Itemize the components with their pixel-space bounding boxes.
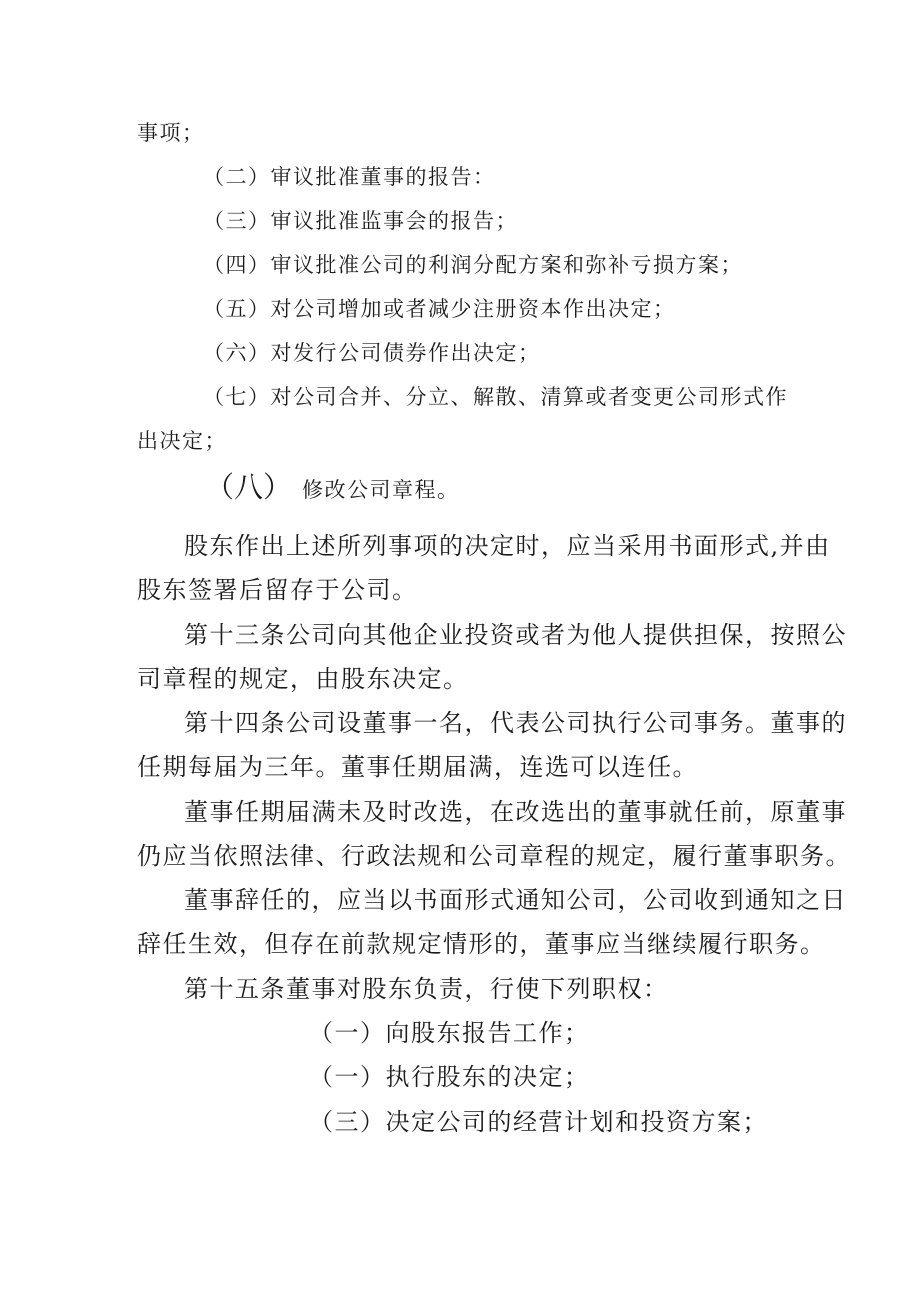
paragraph-shareholder-decision-cont: 股东签署后留存于公司。	[137, 576, 418, 604]
paragraph-reelection: 董事任期届满未及时改选，在改选出的董事就任前，原董事	[184, 798, 847, 826]
list-item-3: （三）审议批准监事会的报告；	[203, 209, 518, 233]
list-item-4: （四）审议批准公司的利润分配方案和弥补亏损方案；	[203, 253, 743, 277]
list-item-8-text: 修改公司章程。	[302, 478, 460, 502]
duty-item-3: （三）决定公司的经营计划和投资方案；	[309, 1108, 768, 1136]
list-item-6: （六）对发行公司债券作出决定；	[203, 341, 541, 365]
paragraph-resignation-cont: 辞任生效，但存在前款规定情形的，董事应当继续履行职务。	[137, 930, 826, 958]
list-item-7: （七）对公司合并、分立、解散、清算或者变更公司形式作	[203, 385, 788, 409]
duty-item-1: （一）向股东报告工作；	[309, 1019, 590, 1047]
paragraph-resignation: 董事辞任的，应当以书面形式通知公司，公司收到通知之日	[184, 886, 847, 914]
list-item-8	[205, 472, 460, 505]
text-line-shixiang: 事项；	[137, 121, 205, 145]
list-item-2: （二）审议批准董事的报告：	[203, 165, 496, 189]
duty-item-2: （一）执行股东的决定；	[309, 1063, 590, 1091]
article-14-cont: 任期每届为三年。董事任期届满，连选可以连任。	[137, 753, 698, 781]
article-14: 第十四条公司设董事一名，代表公司执行公司事务。董事的	[184, 709, 847, 737]
article-13: 第十三条公司向其他企业投资或者为他人提供担保，按照公	[184, 621, 847, 649]
paragraph-shareholder-decision: 股东作出上述所列事项的决定时，应当采用书面形式,并由	[184, 532, 831, 560]
list-item-7-continued: 出决定；	[137, 429, 227, 453]
paragraph-reelection-cont: 仍应当依照法律、行政法规和公司章程的规定，履行董事职务。	[137, 842, 851, 870]
article-13-cont: 司章程的规定，由股东决定。	[137, 665, 469, 693]
list-item-5: （五）对公司增加或者减少注册资本作出决定；	[203, 297, 676, 321]
article-15: 第十五条董事对股东负责，行使下列职权：	[184, 975, 669, 1003]
list-item-8-label: （八）	[205, 470, 293, 504]
